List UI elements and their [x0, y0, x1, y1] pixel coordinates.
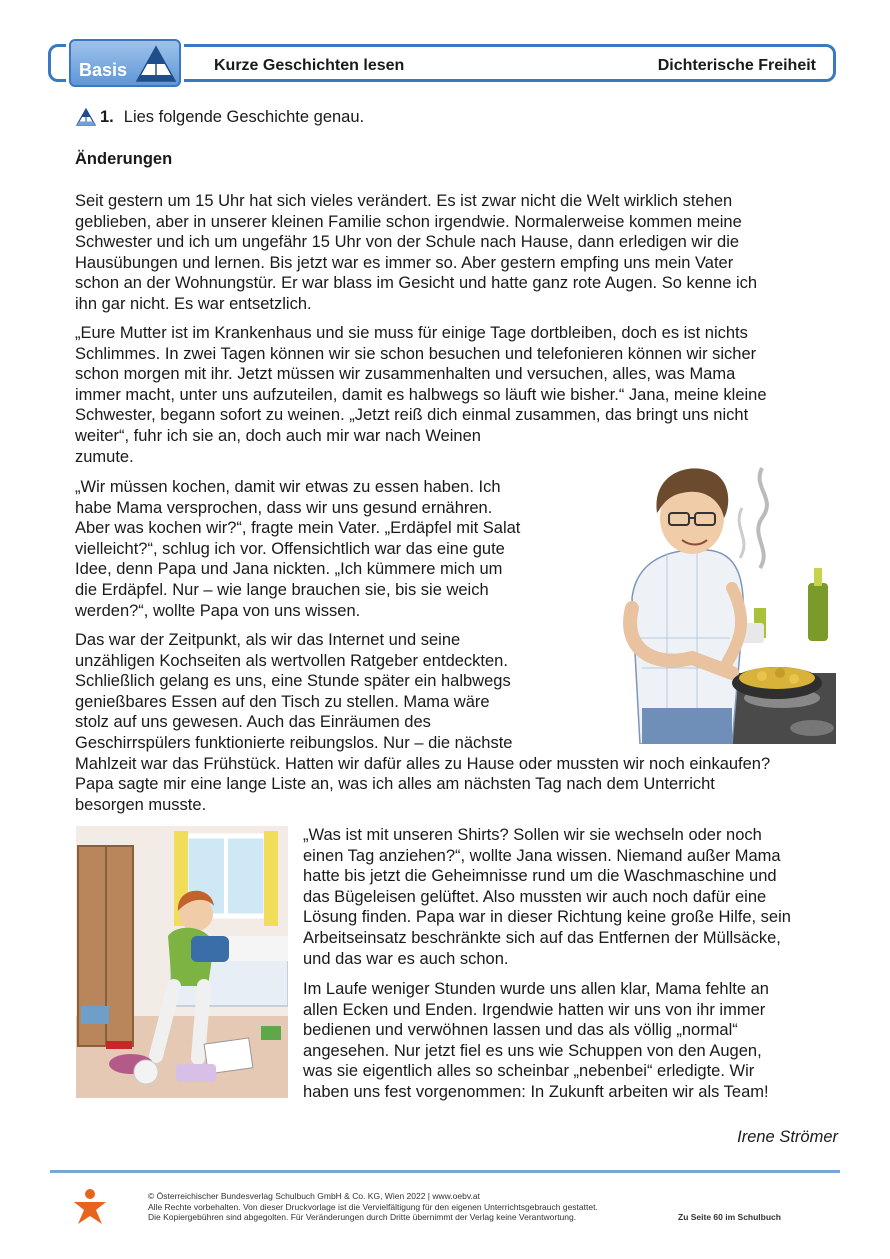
- text-line: „Wir müssen kochen, damit wir etwas zu essen haben. Ich: [75, 478, 501, 496]
- text-line: Das war der Zeitpunkt, als wir das Internet und seine: [75, 631, 461, 649]
- footer-divider: [50, 1170, 840, 1173]
- text-line: einen Tag anziehen?“, wollte Jana wissen. Niemand außer Mama: [303, 846, 781, 865]
- task-number: 1.: [100, 108, 114, 126]
- text-line: weiter“, fuhr ich sie an, doch auch mir war nach Weinen: [75, 426, 481, 445]
- text-line: haben uns fest vorgenommen: In Zukunft arbeiten wir als Team!: [303, 1082, 769, 1101]
- text-line: Seit gestern um 15 Uhr hat sich vieles verändert. Es ist zwar nicht die Welt wirklich stehen: [75, 192, 733, 210]
- text-line: Schließlich gelang es uns, eine Stunde später ein halbwegs: [75, 672, 511, 691]
- footer-line: © Österreichischer Bundesverlag Schulbuch GmbH & Co. KG, Wien 2022 | www.oebv.at: [148, 1191, 480, 1201]
- cooking-father-illustration: [612, 458, 836, 744]
- text-line: Schwester und ich um ungefähr 15 Uhr von der Schule nach Hause, dann erledigen wir die: [75, 233, 740, 252]
- basis-label: Basis: [79, 60, 128, 80]
- text-line: allen Ecken und Enden. Irgendwie hatten wir uns von ihr immer: [303, 1000, 766, 1019]
- basis-logo: [66, 37, 184, 91]
- text-line: Lösung finden. Papa war in dieser Richtung keine große Hilfe, sein: [303, 908, 791, 927]
- text-line: Schwester, begann sofort zu weinen. „Jetzt reiß dich einmal zusammen, das bringt uns nicht: [75, 406, 749, 425]
- text-line: Arbeitseinsatz beschränkte sich auf das Entfernen der Müllsäcke,: [303, 928, 781, 947]
- tidying-girl-illustration: [76, 826, 288, 1098]
- story-paragraph-6: [303, 979, 863, 1103]
- worksheet-topic: Dichterische Freiheit: [657, 57, 816, 74]
- text-line: schon morgen mit ihr. Jetzt müssen wir zusammenhalten und versuchen, alles, was Mama: [75, 365, 736, 384]
- task-instruction: [76, 108, 364, 127]
- text-line: werden?“, wollte Papa von uns wissen.: [75, 601, 361, 620]
- triangle-level-icon: [76, 108, 96, 126]
- task-text: Lies folgende Geschichte genau.: [123, 108, 365, 126]
- text-line: „Eure Mutter ist im Krankenhaus und sie muss für einige Tage dortbleiben, doch es ist nichts: [75, 324, 748, 342]
- schoolbook-reference: Zu Seite 60 im Schulbuch: [678, 1212, 781, 1222]
- text-line: die Erdäpfel. Nur – wie lange brauchen sie, bis sie weich: [75, 580, 489, 599]
- worksheet-title: Kurze Geschichten lesen: [214, 57, 405, 74]
- text-line: vielleicht?“, schlug ich vor. Offensichtlich war das eine gute: [75, 539, 505, 558]
- story-heading: Änderungen: [75, 150, 173, 168]
- copyright-notice: [148, 1191, 598, 1223]
- story-paragraph-1: [75, 191, 845, 315]
- text-line: habe Mama versprochen, dass wir uns gesund ernähren.: [75, 498, 493, 517]
- text-line: was sie eigentlich alles so scheinbar „nebenbei“ erledigte. Wir: [303, 1062, 755, 1081]
- story-paragraph-3: [75, 477, 615, 621]
- story-paragraph-2: [75, 323, 845, 467]
- text-line: Aber was kochen wir?“, fragte mein Vater. „Erdäpfel mit Salat: [75, 519, 521, 538]
- author-signature: Irene Strömer: [737, 1128, 838, 1146]
- story-paragraph-5: [303, 825, 863, 969]
- text-line: Im Laufe weniger Stunden wurde uns allen klar, Mama fehlte an: [303, 980, 769, 998]
- star-person-logo: [72, 1188, 108, 1226]
- text-line: das Bügeleisen gelüftet. Also mussten wir auch noch dafür eine: [303, 887, 767, 906]
- text-line: genießbares Essen auf den Tisch zu stellen. Mama wäre: [75, 692, 490, 711]
- text-line: Idee, denn Papa und Jana nickten. „Ich kümmere mich um: [75, 560, 503, 579]
- text-line: „Was ist mit unseren Shirts? Sollen wir sie wechseln oder noch: [303, 826, 762, 844]
- text-line: Geschirrspülers funktionierte reibungslos. Nur – die nächste: [75, 733, 513, 752]
- text-line: und das war es auch schon.: [303, 949, 509, 968]
- text-line: Hausübungen und lernen. Bis jetzt war es immer so. Aber gestern empfing uns mein Vater: [75, 253, 734, 272]
- footer-line: Die Kopiergebühren sind abgegolten. Für Veränderungen durch Dritte übernimmt der Verlag keine Verantwortung.: [148, 1212, 577, 1223]
- footer-line: Alle Rechte vorbehalten. Von dieser Druckvorlage ist die Vervielfältigung für den eigenen Unterrichtsgebrauch gestattet.: [148, 1201, 598, 1212]
- text-line: zumute.: [75, 447, 134, 466]
- text-line: angesehen. Nur jetzt fiel es uns wie Schuppen von den Augen,: [303, 1041, 762, 1060]
- text-line: Papa sagte mir eine lange Liste an, was ich alles am nächsten Tag nach dem Unterricht: [75, 775, 715, 794]
- text-line: Schlimmes. In zwei Tagen können wir sie schon besuchen und telefonieren können wir sicher: [75, 344, 757, 363]
- text-line: besorgen musste.: [75, 795, 207, 814]
- text-line: hatte bis jetzt die Geheimnisse rund um die Waschmaschine und: [303, 867, 777, 886]
- text-line: schon an der Wohnungstür. Er war blass im Gesicht und hatte ganz rote Augen. So kenne ich: [75, 274, 758, 293]
- text-line: Mahlzeit war das Frühstück. Hatten wir dafür alles zu Hause oder mussten wir noch einkaufen?: [75, 754, 771, 773]
- text-line: bedienen und verwöhnen lassen und das als völlig „normal“: [303, 1021, 738, 1040]
- text-line: geblieben, aber in unserer kleinen Familie schon irgendwie. Normalerweise kommen meine: [75, 212, 742, 231]
- text-line: immer macht, unter uns aufzuteilen, damit es halbwegs so läuft wie bisher.“ Jana, meine kleine: [75, 385, 767, 404]
- text-line: stolz auf uns gewesen. Auch das Einräumen des: [75, 713, 431, 732]
- text-line: unzähligen Kochseiten als wertvollen Ratgeber entdeckten.: [75, 651, 508, 670]
- triangle-level-icon: [135, 45, 177, 83]
- text-line: ihn gar nicht. Es war entsetzlich.: [75, 294, 312, 313]
